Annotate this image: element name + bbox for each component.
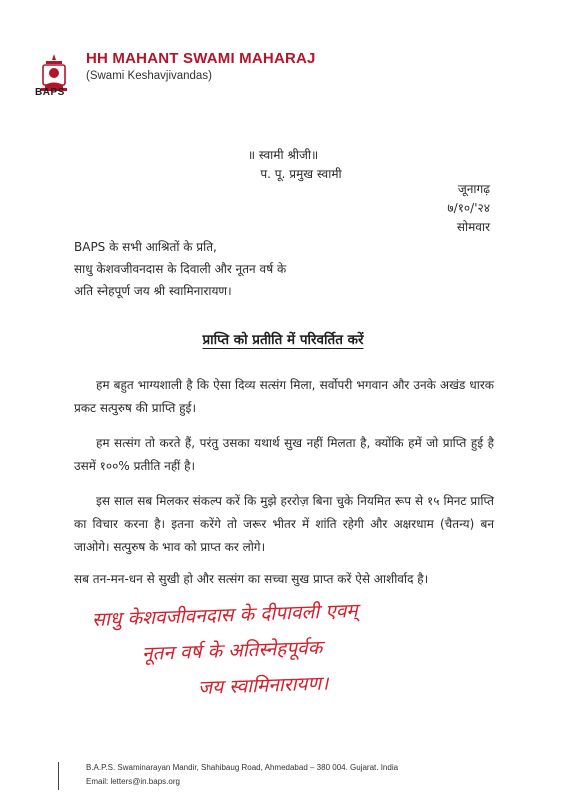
letterhead-name: HH MAHANT SWAMI MAHARAJ xyxy=(86,50,316,67)
invocation-line-2: प. पू. प्रमुख स्वामी xyxy=(260,167,342,181)
closing-blessing: सब तन-मन-धन से सुखी हो और सत्संग का सच्चा सुख प्राप्त करें ऐसे आशीर्वाद है। xyxy=(74,572,429,586)
salutation-line-2: साधु केशवजीवनदास के दिवाली और नूतन वर्ष के xyxy=(74,262,287,276)
paragraph-1: हम बहुत भाग्यशाली है कि ऐसा दिव्य सत्संग मिला, सर्वोपरी भगवान और उनके अखंड धारक प्रकट सत्पुरुष की प्राप्ति हुई। xyxy=(74,378,494,415)
salutation-line-3: अति स्नेहपूर्ण जय श्री स्वामिनारायण। xyxy=(74,284,232,298)
footer-divider xyxy=(58,762,59,790)
letter-title: प्राप्ति को प्रतीति में परिवर्तित करें xyxy=(202,332,364,348)
place: जूनागढ़ xyxy=(457,182,490,196)
date: ७/१०/'२४ xyxy=(447,201,490,215)
paragraph-3: इस साल सब मिलकर संकल्प करें कि मुझे हररोज़ बिना चुके नियमित रूप से १५ मिनट प्राप्ति का विचार करना है। इतना करेंगे तो जरूर भीतर में शांति रहेगी और अक्षरधाम (चैतन्य) बन जाओगे। सत्पुरुष के भाव को प्राप्त कर लोगे। xyxy=(74,494,494,554)
salutation-line-1: BAPS के सभी आश्रितों के प्रति, xyxy=(74,240,217,254)
handwritten-line-2: नूतन वर्ष के अतिस्नेहपूर्वक xyxy=(141,636,323,665)
footer-email: Email: letters@in.baps.org xyxy=(86,777,180,786)
handwritten-line-3: जय स्वामिनारायण। xyxy=(197,672,329,699)
handwritten-line-1: साधु केशवजीवनदास के दीपावली एवम् xyxy=(91,599,359,631)
logo-text: BAPS xyxy=(35,87,65,98)
paragraph-2: हम सत्संग तो करते हैं, परंतु उसका यथार्थ सुख नहीं मिलता है, क्योंकि हमें जो प्राप्ति हुई है उसमें १००% प्रतीति नहीं है। xyxy=(74,436,494,473)
weekday: सोमवार xyxy=(456,220,490,234)
letterhead-subname: (Swami Keshavjivandas) xyxy=(86,70,212,82)
footer-address: B.A.P.S. Swaminarayan Mandir, Shahibaug Road, Ahmedabad – 380 004. Gujarat. India xyxy=(86,763,399,772)
invocation-line-1: ॥ स्वामी श्रीजी॥ xyxy=(247,148,319,162)
